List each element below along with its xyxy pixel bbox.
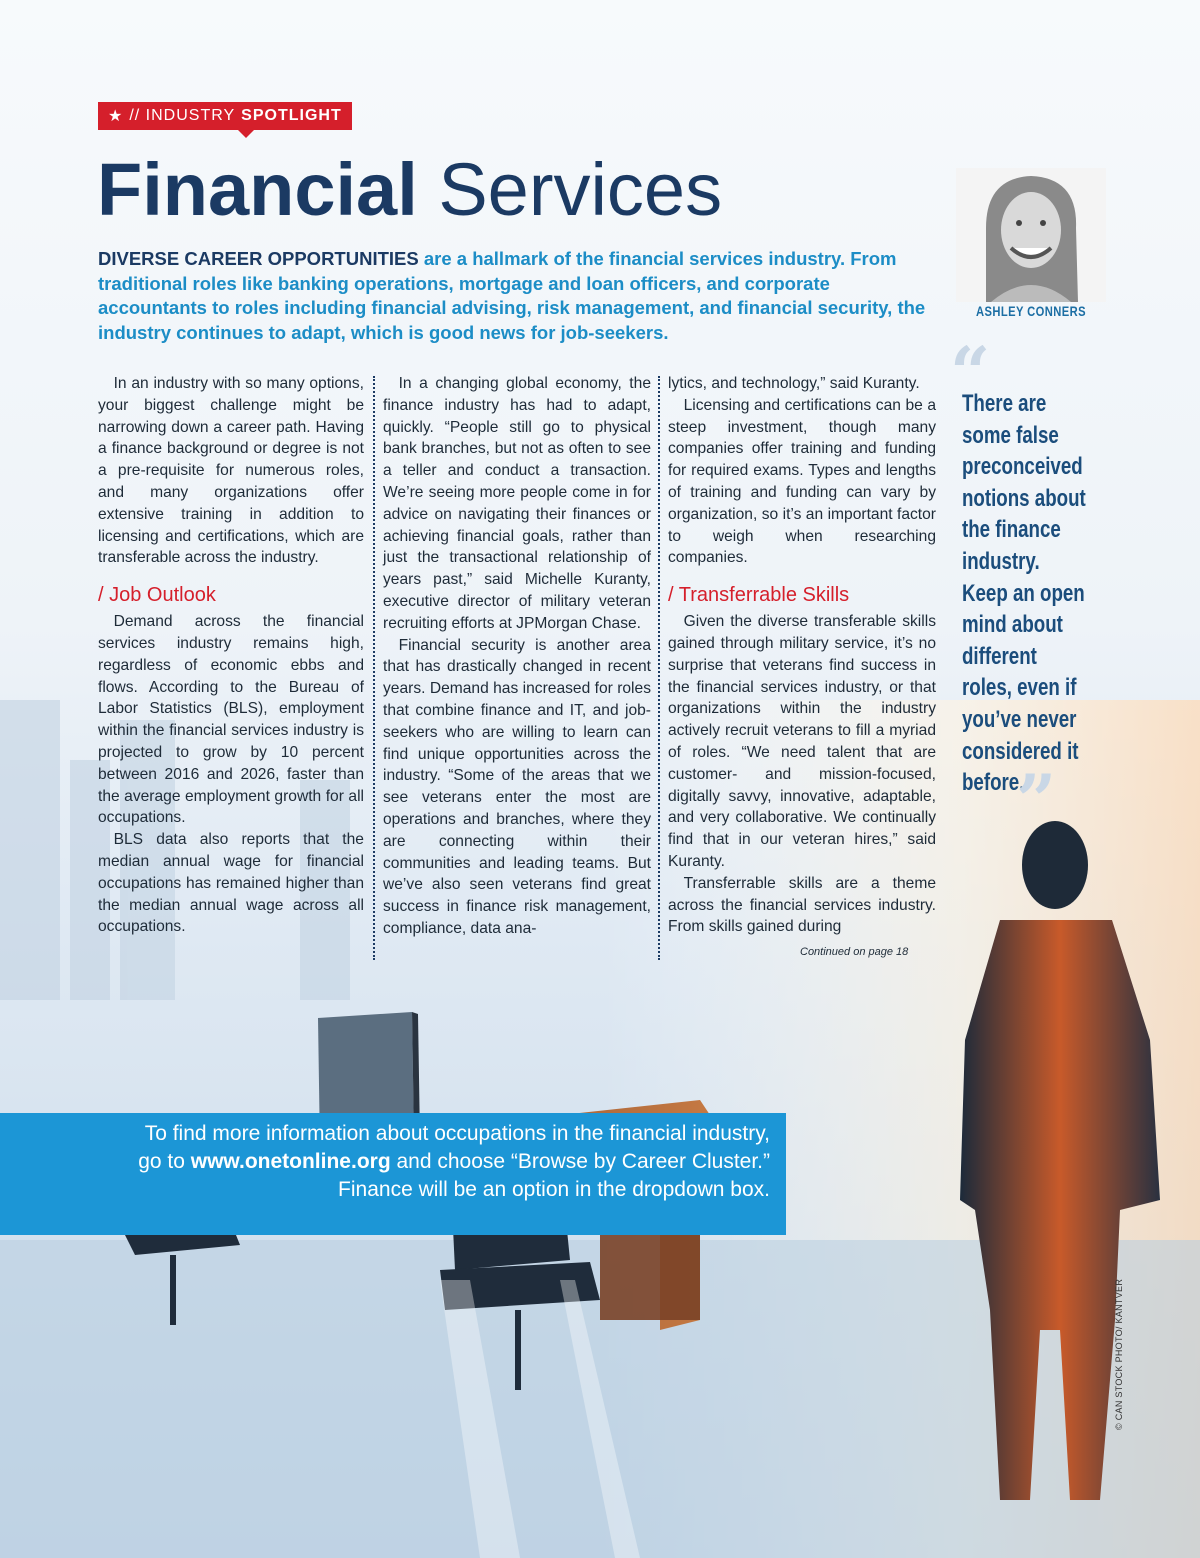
deck-lead: DIVERSE CAREER OPPORTUNITIES [98, 248, 419, 269]
col1-paragraph: BLS data also reports that the median annual wage for financial occupations has remained higher than the median annual wage across all occupations. [98, 831, 364, 936]
deck-paragraph [98, 247, 938, 345]
banner-line: To find more information about occupations in the financial industry, [144, 1122, 770, 1145]
onet-link[interactable]: www.onetonline.org [190, 1150, 391, 1173]
col2-paragraph: In a changing global economy, the finance industry has had to adapt, quickly. “People still go to physical bank branches, but not as often to see a teller and conduct a transaction. We’re seeing more people come in for advice on navigating their finances or achieving financial goals, rather than just the transactional relationship of years past,” said Michelle Kuranty, executive director of military veteran recruiting efforts at JPMorgan Chase. [383, 375, 651, 632]
banner-line: Finance will be an option in the dropdown box. [338, 1178, 770, 1201]
col3-paragraph: Transferrable skills are a theme across the financial services industry. From skills gained during [668, 874, 936, 936]
banner-pre: go to [138, 1150, 185, 1173]
author-portrait [956, 168, 1106, 302]
job-outlook-heading: / Job Outlook [98, 584, 216, 607]
banner-line [10, 1148, 770, 1176]
continued-note: Continued on page 18 [800, 946, 909, 958]
banner-text [10, 1120, 770, 1204]
banner-post: and choose “Browse by Career Cluster.” [396, 1150, 770, 1173]
col1-paragraph: Demand across the financial services industry remains high, regardless of economic ebbs and flows. According to the Bureau of Labor Statistics (BLS), employment within the financial services industry is projected to grow by 10 percent between 2016 and 2026, faster than the average employment growth for all occupations. [98, 613, 364, 827]
section-tag-bold: SPOTLIGHT [241, 107, 342, 124]
close-quote-icon: ” [1016, 759, 1057, 842]
section-tag-prefix: // INDUSTRY [129, 107, 236, 124]
photo-credit: © CAN STOCK PHOTO/ KANTVER [1114, 1278, 1124, 1430]
deck-text: are a hallmark of the financial services industry. From traditional roles like banking operations, mortgage and loan officers, and corporate accountants to roles including financial advising, risk management, and financial security, the industry continues to adapt, which is good news for job-seekers. [98, 248, 926, 343]
title-bold: Financial [97, 148, 418, 231]
column-1 [98, 373, 364, 938]
tag-notch [238, 130, 254, 138]
author-name: ASHLEY CONNERS [976, 303, 1086, 319]
col2-paragraph: Financial security is another area that has drastically changed in recent years. Demand has increased for roles that combine finance and IT, and job-seekers who are willing to learn can find unique opportunities across the industry. “Some of the areas that we see veterans enter the most are operations and branches, where they are connecting within their communities and leading teams. But we’ve also seen veterans find great success in finance risk management, compliance, data ana- [383, 636, 651, 937]
column-3 [668, 373, 936, 938]
pull-quote: There are some false preconceived notions about the finance industry. Keep an open mind about different roles, even if you’ve never considered it before. [962, 390, 1086, 797]
col3-paragraph: lytics, and technology,” said Kuranty. [668, 375, 920, 392]
info-banner [0, 1113, 786, 1235]
open-quote-icon: “ [950, 331, 991, 414]
column-divider [658, 376, 660, 960]
transferrable-skills-heading: / Transferrable Skills [668, 584, 850, 607]
column-2 [383, 373, 651, 940]
title-light: Services [438, 148, 723, 231]
col3-paragraph: Given the diverse transferable skills gained through military service, it’s no surprise that veterans find success in the financial services industry, or that organizations within the industry actively recruit veterans to fill a myriad of roles. “We need talent that are customer- and mission-focused, digitally savvy, innovative, adaptable, and very collaborative. We continually find that in our veteran hires,” said Kuranty. [668, 613, 936, 870]
column-divider [373, 376, 375, 960]
section-tag [98, 102, 352, 130]
page-title [97, 140, 722, 240]
col3-paragraph: Licensing and certifications can be a steep investment, though many companies offer training and funding for required exams. Types and lengths of training and funding can vary by organization, so it’s an important factor to weigh when researching companies. [668, 396, 936, 567]
col1-paragraph: In an industry with so many options, your biggest challenge might be narrowing down a career path. Having a finance background or degree is not a pre-requisite for numerous roles, and many organizations offer extensive training in addition to licensing and certifications, which are transferable across the industry. [98, 375, 364, 567]
star-icon: ★ [108, 108, 124, 125]
